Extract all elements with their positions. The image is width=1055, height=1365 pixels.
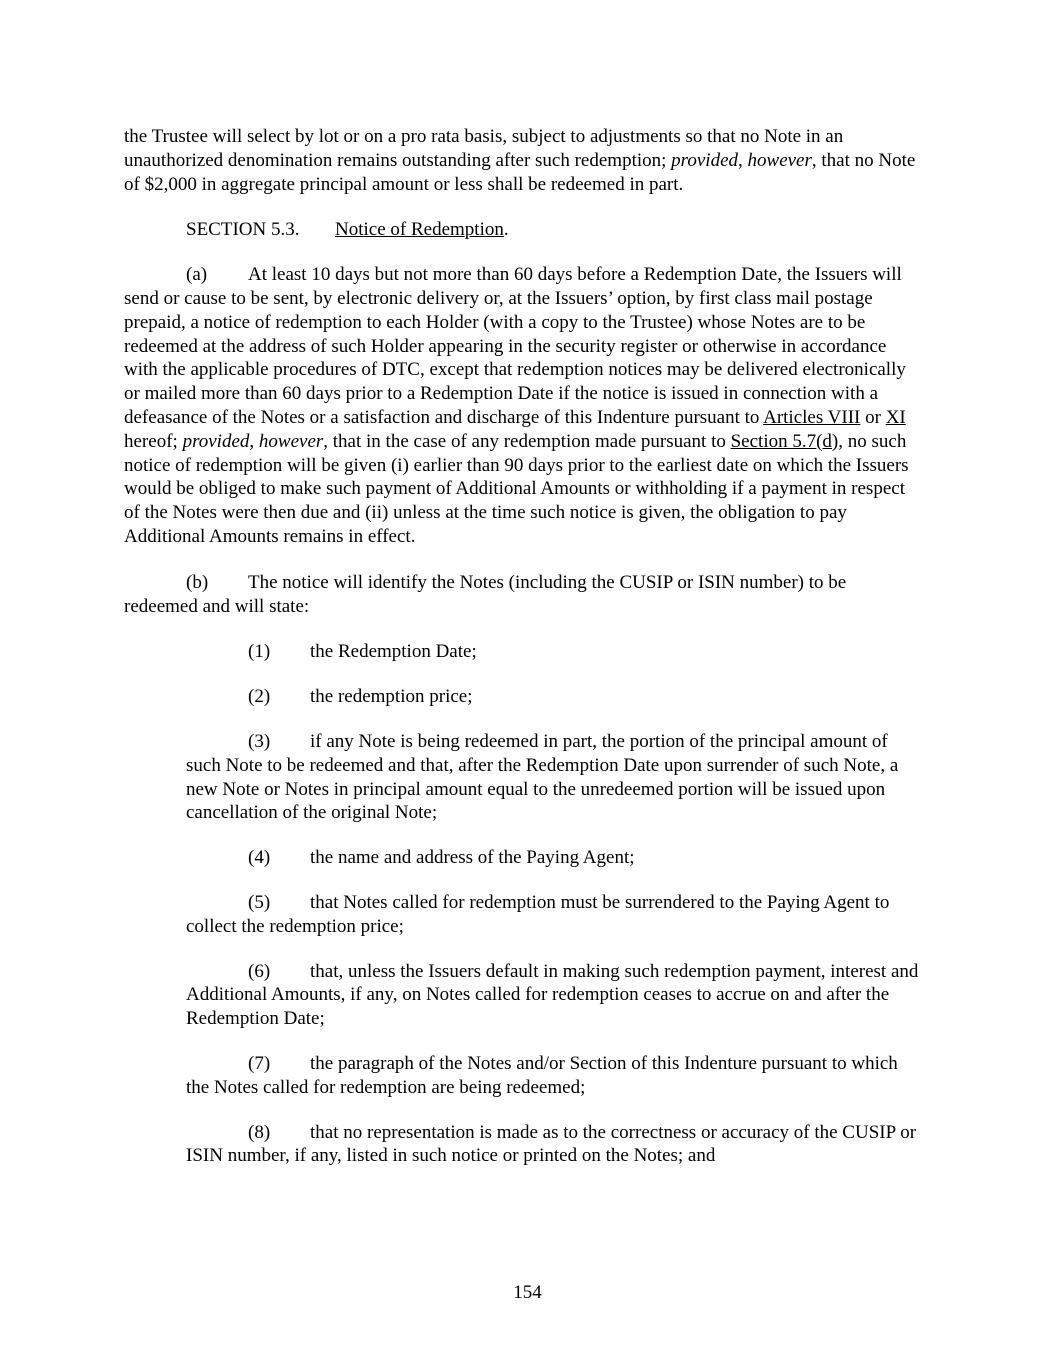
list-item-text: if any Note is being redeemed in part, the portion of the principal amount of such Note to be redeemed and that, after the Redemption Date upon surrender of such Note, a new Note or Notes in principal amount equal to the unredeemed portion will be issued upon cancellation of the original Note;	[186, 730, 899, 824]
continuation-text: the Trustee will select by lot or on a pro rata basis, subject to adjustments so that no Note in an unauthorized denomination remains outstanding after such redemption;	[124, 126, 844, 171]
list-item	[124, 891, 924, 939]
cross-reference-xi: XI	[885, 406, 906, 428]
list-item-number: (2)	[248, 686, 271, 708]
however-term: however	[258, 430, 324, 452]
section-number: SECTION 5.3.	[186, 219, 300, 241]
list-item	[124, 685, 924, 709]
cross-reference-articles-viii: Articles VIII	[763, 406, 861, 428]
cross-reference-section-5-7-d: Section 5.7(d)	[730, 430, 839, 452]
list-item-text: that, unless the Issuers default in making such redemption payment, interest and Additional Amounts, if any, on Notes called for redemption ceases to accrue on and after the Redemption Date;	[186, 960, 919, 1030]
list-item	[124, 730, 924, 825]
continuation-paragraph: the Trustee will select by lot or on a pro rata basis, subject to adjustments so that no Note in an unauthorized denomination remains outstanding after such redemption; provided, however, that no Note of $2,000 in aggregate principal amount or less shall be redeemed in part.	[124, 126, 916, 195]
list-item-number: (8)	[248, 1121, 271, 1143]
list-item-text: that no representation is made as to the correctness or accuracy of the CUSIP or ISIN number, if any, listed in such notice or printed on the Notes; and	[186, 1121, 917, 1167]
list-item-number: (5)	[248, 891, 271, 913]
list-item-number: (6)	[248, 960, 271, 982]
provided-term: provided	[671, 149, 739, 171]
list-item	[124, 960, 924, 1031]
paragraph-a-label: (a)	[186, 264, 208, 286]
provided-term: provided	[182, 430, 250, 452]
paragraph-a: (a) At least 10 days but not more than 60 days before a Redemption Date, the Issuers will send or cause to be sent, by electronic delivery or, at the Issuers’ option, by first class mail postage prepaid, a notice of redemption to each Holder (with a copy to the Trustee) whose Notes are to be redeemed at the address of such Holder appearing in the security register or otherwise in accordance with the applicable procedures of DTC, except that redemption notices may be delivered electronically or mailed more than 60 days prior to a Redemption Date if the notice is issued in connection with a defeasance of the Notes or a satisfaction and discharge of this Indenture pursuant to Articles VIII or XI hereof; provided, however, that in the case of any redemption made pursuant to Section 5.7(d), no such notice of redemption will be given (i) earlier than 90 days prior to the earliest date on which the Issuers would be obliged to make such payment of Additional Amounts or withholding if a payment in respect of the Notes were then due and (ii) unless at the time such notice is given, the obligation to pay Additional Amounts remains in effect.	[124, 264, 909, 547]
list-item-text: the Redemption Date;	[310, 641, 477, 663]
list-item-number: (1)	[248, 641, 271, 663]
document-page	[124, 125, 924, 1168]
list-item	[124, 1052, 924, 1100]
list-item-text: the paragraph of the Notes and/or Section of this Indenture pursuant to which the Notes called for redemption are being redeemed;	[186, 1052, 898, 1098]
list-item-number: (7)	[248, 1052, 271, 1074]
list-item-number: (3)	[248, 730, 271, 752]
list-item	[124, 1121, 924, 1169]
page-number: 154	[513, 1282, 542, 1303]
list-item-text: that Notes called for redemption must be surrendered to the Paying Agent to collect the redemption price;	[186, 891, 890, 937]
section-title: Notice of Redemption	[335, 219, 504, 241]
paragraph-b-label: (b)	[186, 571, 209, 593]
continuation-text-end: , that no Note of $2,000 in aggregate principal amount or less shall be redeemed in part.	[124, 149, 916, 195]
list-item	[124, 640, 924, 664]
list-item	[124, 846, 924, 870]
list-item-text: the redemption price;	[310, 686, 473, 708]
list-item-text: the name and address of the Paying Agent;	[310, 847, 635, 869]
section-heading: SECTION 5.3. Notice of Redemption.	[186, 219, 509, 241]
list-item-number: (4)	[248, 847, 271, 869]
however-term: however	[747, 149, 812, 171]
paragraph-b: (b) The notice will identify the Notes (including the CUSIP or ISIN number) to be redeemed and will state:	[124, 571, 847, 617]
